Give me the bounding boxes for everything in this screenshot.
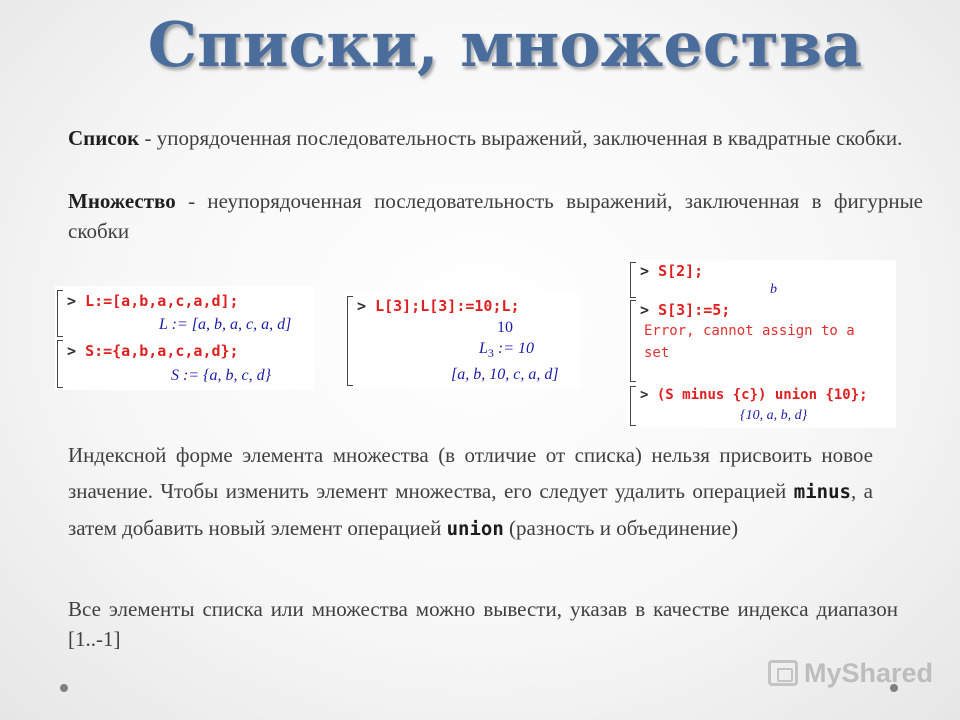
- execution-group-bracket: [57, 340, 63, 388]
- execution-group-bracket: [630, 300, 636, 382]
- range-index-paragraph: Все элементы списка или множества можно вывести, указав в качестве индекса диапазон [1..-1]: [68, 597, 898, 651]
- list-definition: [68, 123, 923, 153]
- keyword-minus: minus: [793, 481, 851, 503]
- execution-group-bracket: [57, 290, 63, 337]
- maple-output: [a, b, 10, c, a, d]: [451, 366, 559, 383]
- list-term: Список: [68, 126, 140, 150]
- set-definition-text: - неупорядоченная последовательность выражений, заключенная в фигурные скобки: [68, 189, 923, 243]
- maple-command: > L:=[a,b,a,c,a,d];: [67, 292, 239, 310]
- maple-command: > S[3]:=5;: [640, 301, 731, 319]
- list-definition-text: - упорядоченная последовательность выражений, заключенная в квадратные скобки.: [139, 126, 903, 150]
- maple-output: 10: [497, 319, 513, 336]
- maple-command: > L[3];L[3]:=10;L;: [357, 297, 520, 315]
- maple-error: Error, cannot assign to a: [644, 323, 855, 339]
- set-definition: [68, 186, 923, 246]
- maple-command: > S[2];: [640, 262, 704, 280]
- decorative-dot-left: [60, 684, 68, 692]
- set-modification-paragraph: Индексной форме элемента множества (в отличие от списка) нельзя присвоить новое значение. Чтобы изменить элемент множества, его следует удалить операцией minus, а затем добавить новый элемент операцией union (разность и объединение): [68, 443, 873, 540]
- maple-output: {10, a, b, d}: [740, 408, 808, 423]
- maple-output: b: [770, 282, 777, 297]
- myshared-logo-icon: [768, 660, 798, 686]
- execution-group-bracket: [630, 262, 636, 298]
- maple-error: set: [644, 345, 670, 361]
- maple-panel-set-ops: [628, 260, 896, 428]
- maple-output: $L_3$ := 10: [479, 340, 535, 361]
- maple-command: > S:={a,b,a,c,a,d};: [67, 342, 239, 360]
- slide-title: Списки, множества: [147, 8, 863, 81]
- keyword-union: union: [446, 518, 504, 540]
- maple-panel-list-set: [55, 286, 315, 390]
- execution-group-bracket: [347, 296, 353, 386]
- execution-group-bracket: [630, 386, 636, 426]
- set-term: Множество: [68, 189, 176, 213]
- maple-output: S := {a, b, c, d}: [171, 367, 272, 384]
- watermark-logo: [768, 656, 933, 690]
- maple-output: L := [a, b, a, c, a, d]: [159, 316, 292, 333]
- watermark-text: MyShared: [804, 657, 934, 688]
- maple-command: > (S minus {c}) union {10};: [640, 387, 868, 403]
- maple-panel-list-index: [345, 292, 580, 388]
